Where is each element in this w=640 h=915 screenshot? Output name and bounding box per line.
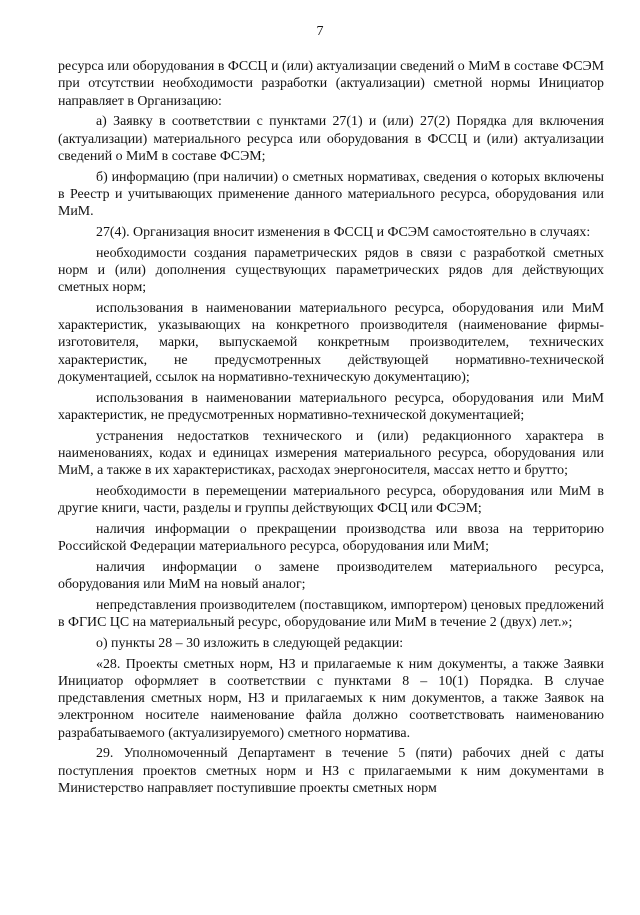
document-body [58, 58, 604, 801]
paragraph: непредставления производителем (поставщиком, импортером) ценовых предложений в ФГИС ЦС на материальный ресурс, оборудование или МиМ в течение 2 (двух) лет.»; [58, 597, 604, 631]
paragraph: б) информацию (при наличии) о сметных нормативах, сведения о которых включены в Реестр и учитывающих применение данного материального ресурса, оборудования или МиМ. [58, 169, 604, 220]
paragraph: а) Заявку в соответствии с пунктами 27(1) и (или) 27(2) Порядка для включения (актуализации) материального ресурса или оборудования в ФССЦ и (или) актуализации сведений о МиМ в составе ФСЭМ; [58, 114, 604, 164]
paragraph: использования в наименовании материального ресурса, оборудования или МиМ характеристик, не предусмотренных нормативно-технической документацией; [58, 390, 604, 423]
paragraph: необходимости в перемещении материального ресурса, оборудования или МиМ в другие книги, части, разделы и группы действующих ФСЦ или ФСЭМ; [58, 483, 604, 517]
paragraph: наличия информации о замене производителем материального ресурса, оборудования или МиМ на новый аналог; [58, 559, 604, 593]
paragraph: устранения недостатков технического и (или) редакционного характера в наименованиях, кодах и единицах измерения материального ресурса, оборудования или МиМ, а также в их характеристиках, расходах энергоносителя, массах нетто и брутто; [58, 428, 604, 479]
paragraph: о) пункты 28 – 30 изложить в следующей редакции: [96, 635, 404, 651]
paragraph: использования в наименовании материального ресурса, оборудования или МиМ характеристик, указывающих на конкретного производителя (наименование фирмы-изготовителя, марки, выпускаемой конкретным производителем, технических характеристик, не предусмотренных действующей нормативно-технической документацией, ссылок на нормативно-техническую документацию); [58, 300, 604, 385]
paragraph: 27(4). Организация вносит изменения в ФССЦ и ФСЭМ самостоятельно в случаях: [96, 224, 591, 240]
paragraph: ресурса или оборудования в ФССЦ и (или) актуализации сведений о МиМ в составе ФСЭМ при отсутствии необходимости разработки (актуализации) сметной нормы Инициатор направляет в Организацию: [58, 59, 604, 109]
paragraph: «28. Проекты сметных норм, НЗ и прилагаемые к ним документы, а также Заявки Инициатор оформляет в соответствии с пунктами 8 – 10(1) Порядка. В случае представления сметных норм, НЗ и прилагаемых к ним документов, а также Заявок на электронном носителе наименование файла должно соответствовать наименованию разрабатываемого (актуализируемого) сметного норматива. [58, 656, 604, 741]
page-number: 7 [316, 24, 324, 39]
paragraph: наличия информации о прекращении производства или ввоза на территорию Российской Федерации материального ресурса, оборудования или МиМ; [58, 521, 604, 555]
paragraph: необходимости создания параметрических рядов в связи с разработкой сметных норм и (или) дополнения существующих параметрических рядов для действующих сметных норм; [58, 245, 604, 296]
paragraph: 29. Уполномоченный Департамент в течение 5 (пяти) рабочих дней с даты поступления проектов сметных норм и НЗ с прилагаемыми к ним документами в Министерство направляет поступившие проекты сметных норм [58, 746, 604, 797]
